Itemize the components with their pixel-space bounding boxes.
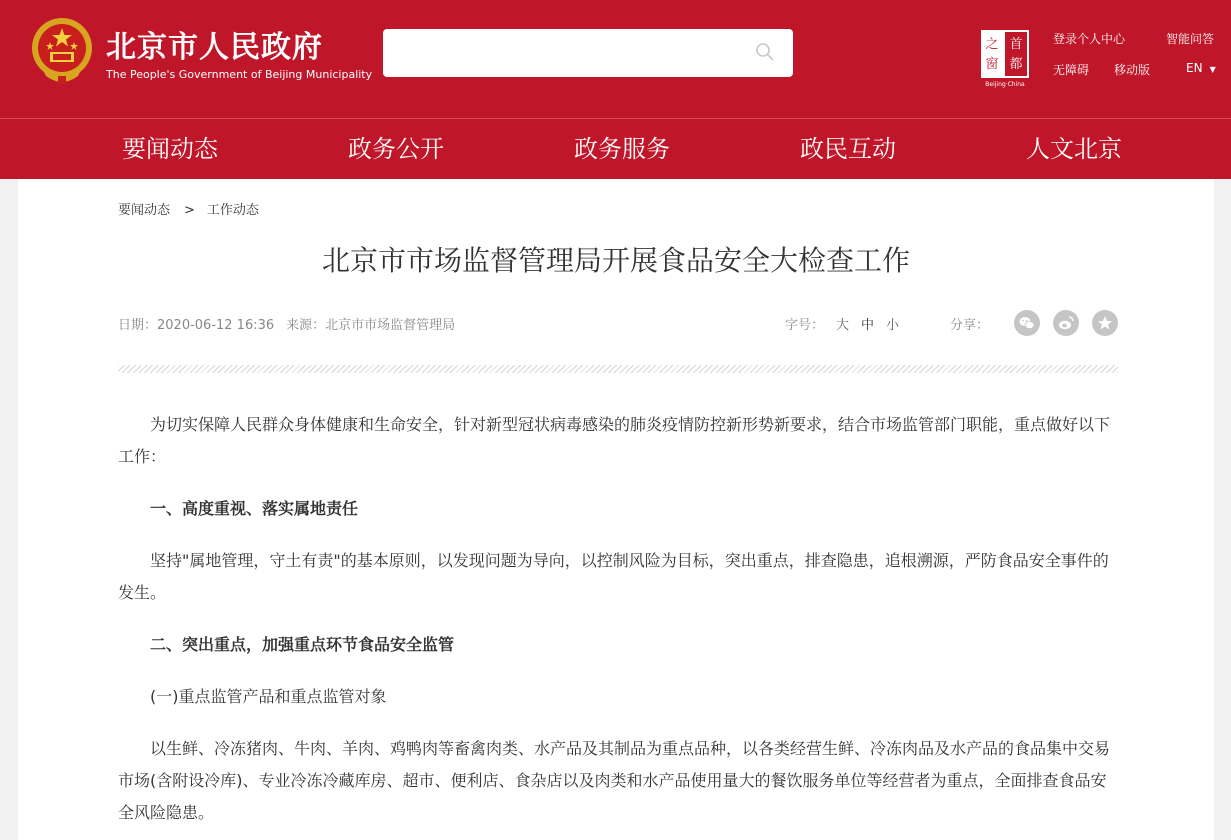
- nav-item-news[interactable]: 要闻动态: [122, 135, 218, 163]
- language-label: EN: [1186, 61, 1203, 75]
- font-size-control: [785, 314, 899, 333]
- main-nav: [0, 118, 1231, 179]
- language-switch[interactable]: [1186, 61, 1216, 75]
- svg-text:窗: 窗: [985, 57, 999, 72]
- article-body: [118, 409, 1118, 840]
- site-name-cn[interactable]: 北京市人民政府: [106, 30, 323, 65]
- site-header: [0, 0, 1231, 118]
- nav-item-government-services[interactable]: 政务服务: [574, 135, 670, 163]
- font-size-label: 字号：: [785, 318, 825, 333]
- divider: [118, 365, 1118, 373]
- article-source: 来源：北京市市场监督管理局: [286, 318, 456, 333]
- site-name-en[interactable]: The People's Government of Beijing Municipality: [106, 68, 373, 81]
- svg-text:都: 都: [1009, 57, 1023, 72]
- mobile-version-link[interactable]: 移动版: [1114, 63, 1151, 77]
- search-icon[interactable]: [755, 42, 775, 62]
- article-paragraph: 坚持"属地管理，守土有责"的基本原则，以发现问题为导向，以控制风险为目标，突出重点，排查隐患，追根溯源，严防食品安全事件的发生。: [118, 551, 1109, 602]
- nav-item-culture-beijing[interactable]: 人文北京: [1026, 135, 1122, 163]
- breadcrumb: [118, 199, 259, 218]
- breadcrumb-separator: >: [184, 203, 195, 218]
- svg-text:首: 首: [1009, 37, 1023, 52]
- article-paragraph: 以生鲜、冷冻猪肉、牛肉、羊肉、鸡鸭肉等畜禽肉类、水产品及其制品为重点品种，以各类经营生鲜、冷冻肉品及水产品的食品集中交易市场(含附设冷库)、专业冷冻冷藏库房、超市、便利店、食杂店以及肉类和水产品使用量大的餐饮服务单位等经营者为重点，全面排查食品安全风险隐患。: [118, 739, 1111, 822]
- login-link[interactable]: 登录个人中心: [1053, 32, 1126, 46]
- svg-text:之: 之: [985, 37, 999, 52]
- article-subheading: (一)重点监管产品和重点监管对象: [150, 687, 387, 706]
- share-label: 分享：: [950, 318, 990, 333]
- beijing-capital-logo[interactable]: [979, 28, 1035, 88]
- font-size-small[interactable]: 小: [886, 318, 900, 333]
- article-title: 北京市市场监督管理局开展食品安全大检查工作: [321, 244, 910, 277]
- share-weibo-button[interactable]: [1053, 310, 1079, 336]
- accessibility-link[interactable]: 无障碍: [1053, 63, 1090, 77]
- breadcrumb-level2[interactable]: 工作动态: [206, 203, 259, 218]
- nav-item-interaction[interactable]: 政民互动: [800, 135, 896, 163]
- caret-down-icon: ▼: [1209, 65, 1216, 74]
- article-meta: [118, 314, 455, 333]
- article-heading: 一、高度重视、落实属地责任: [150, 499, 359, 518]
- national-emblem-icon[interactable]: [28, 14, 96, 86]
- share-favorite-button[interactable]: [1092, 310, 1118, 336]
- favorite-icon: [1096, 314, 1114, 332]
- article-date: 日期：2020-06-12 16:36: [118, 318, 275, 333]
- weibo-icon: [1057, 314, 1075, 332]
- font-size-medium[interactable]: 中: [861, 318, 875, 333]
- search-input[interactable]: [383, 29, 793, 77]
- smart-qa-link[interactable]: 智能问答: [1166, 32, 1215, 46]
- font-size-large[interactable]: 大: [836, 318, 850, 333]
- nav-item-government-affairs[interactable]: 政务公开: [348, 135, 444, 163]
- article-container: [18, 179, 1214, 840]
- article-heading: 二、突出重点，加强重点环节食品安全监管: [150, 635, 455, 654]
- breadcrumb-level1[interactable]: 要闻动态: [118, 203, 171, 218]
- share-wechat-button[interactable]: [1014, 310, 1040, 336]
- wechat-icon: [1018, 314, 1036, 332]
- svg-text:Beijing·China: Beijing·China: [985, 81, 1025, 88]
- article-paragraph: 为切实保障人民群众身体健康和生命安全，针对新型冠状病毒感染的肺炎疫情防控新形势新要求，结合市场监管部门职能，重点做好以下工作：: [118, 415, 1111, 466]
